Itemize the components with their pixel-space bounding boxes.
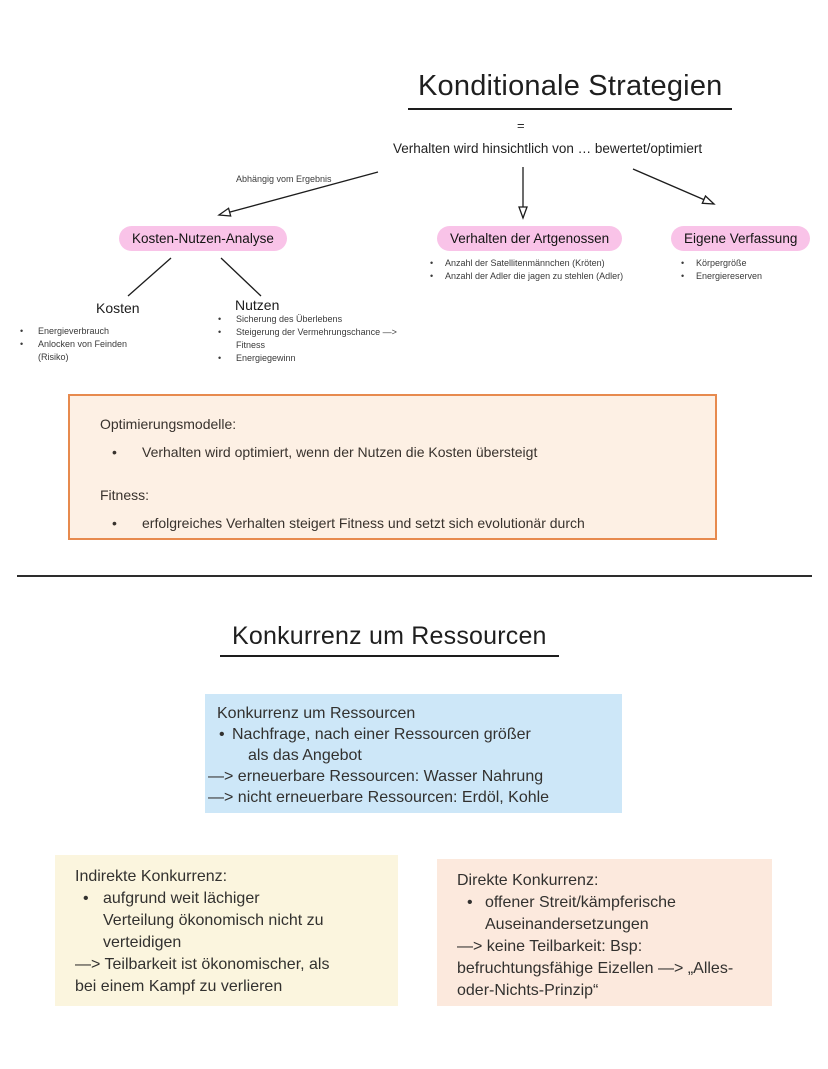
bubble-cost-benefit-analysis: Kosten-Nutzen-Analyse: [119, 226, 287, 251]
kosten-heading: Kosten: [96, 300, 140, 316]
list-item: [20, 338, 138, 364]
list-item: [218, 326, 401, 352]
list-item-text: Körpergröße: [696, 258, 747, 268]
bubble-own-condition: Eigene Verfassung: [671, 226, 810, 251]
list-item-continuation: Verteilung ökonomisch nicht zu: [103, 912, 324, 929]
list-item: [219, 724, 610, 745]
list-item-continuation: verteidigen: [103, 934, 182, 951]
strategies-definition: Verhalten wird hinsichtlich von … bewertet/optimiert: [393, 141, 703, 156]
list-item-text: offener Streit/kämpferische: [485, 894, 676, 911]
arrow-note: —> erneuerbare Ressourcen: Wasser Nahrung: [208, 768, 544, 785]
fitness-heading: Fitness:: [100, 487, 150, 503]
arrow-note: befruchtungsfähige Eizellen —> „Alles-: [457, 960, 734, 977]
list-item-text: Energiereserven: [696, 271, 763, 281]
equals-sign: =: [517, 118, 525, 133]
list-item-continuation: Auseinandersetzungen: [485, 916, 649, 933]
bullet-icon: [681, 270, 696, 283]
resource-competition-definition-box: [205, 694, 622, 813]
line-to-kosten: [128, 258, 171, 296]
page-title-strategies: Konditionale Strategien: [408, 70, 732, 110]
arrow-note: bei einem Kampf zu verlieren: [75, 978, 283, 995]
page-title-competition: Konkurrenz um Ressourcen: [220, 622, 559, 657]
arrow-label: Abhängig vom Ergebnis: [236, 174, 332, 184]
list-item: [467, 892, 768, 914]
list-item-text: Steigerung der Vermehrungschance —> Fitness: [236, 327, 397, 350]
list-item: [430, 270, 623, 283]
bullet-icon: [430, 270, 445, 283]
list-item-text: Anzahl der Satellitenmännchen (Kröten): [445, 258, 605, 268]
bullet-icon: [681, 257, 696, 270]
list-item: [430, 257, 623, 270]
list-item-text: Sicherung des Überlebens: [236, 314, 343, 324]
list-item-text: Verhalten wird optimiert, wenn der Nutzen die Kosten übersteigt: [142, 444, 538, 460]
list-item-text: Nachfrage, nach einer Ressourcen größer: [232, 726, 531, 743]
line-to-nutzen: [221, 258, 261, 296]
arrow-to-own-condition: [633, 169, 714, 204]
list-item-text: aufgrund weit lächiger: [103, 890, 260, 907]
arrow-note: —> keine Teilbarkeit: Bsp:: [457, 938, 643, 955]
arrow-note: —> Teilbarkeit ist ökonomischer, als: [75, 956, 330, 973]
arrow-note: oder-Nichts-Prinzip“: [457, 982, 599, 999]
bullet-icon: [219, 724, 232, 745]
indirect-competition-box: [55, 855, 398, 1006]
list-item: [112, 509, 695, 537]
kosten-bullet-list: [20, 325, 138, 364]
conspecifics-bullet-list: [430, 257, 623, 283]
optimization-heading: Optimierungsmodelle:: [100, 416, 237, 432]
list-item: [218, 352, 401, 365]
spacer: [100, 466, 695, 481]
bubble-conspecifics-behavior: Verhalten der Artgenossen: [437, 226, 622, 251]
bullet-icon: [20, 338, 38, 364]
list-item: [83, 888, 396, 910]
list-item: [112, 438, 695, 466]
bullet-icon: [218, 326, 236, 352]
box-heading: Konkurrenz um Ressourcen: [217, 705, 416, 722]
bullet-icon: [112, 509, 142, 537]
section-divider: [17, 575, 812, 577]
optimization-box: [68, 394, 717, 540]
box-heading: Direkte Konkurrenz:: [457, 872, 599, 889]
direct-competition-box: [437, 859, 772, 1006]
list-item-text: Anlocken von Feinden (Risiko): [38, 339, 128, 362]
bullet-icon: [430, 257, 445, 270]
bullet-icon: [112, 438, 142, 466]
list-item-text: erfolgreiches Verhalten steigert Fitness und setzt sich evolutionär durch: [142, 515, 585, 531]
bullet-icon: [218, 352, 236, 365]
bullet-icon: [218, 313, 236, 326]
list-item: [681, 270, 762, 283]
bullet-icon: [83, 888, 103, 910]
list-item: [681, 257, 762, 270]
arrow-note: —> nicht erneuerbare Ressourcen: Erdöl, Kohle: [208, 789, 550, 806]
list-item-text: Energiegewinn: [236, 353, 296, 363]
own-condition-bullet-list: [681, 257, 762, 283]
list-item: [218, 313, 401, 326]
box-heading: Indirekte Konkurrenz:: [75, 868, 228, 885]
list-item-continuation: als das Angebot: [248, 747, 362, 764]
list-item-text: Energieverbrauch: [38, 326, 110, 336]
bullet-icon: [20, 325, 38, 338]
bullet-icon: [467, 892, 485, 914]
list-item: [20, 325, 138, 338]
nutzen-heading: Nutzen: [235, 297, 280, 313]
nutzen-bullet-list: [218, 313, 401, 365]
list-item-text: Anzahl der Adler die jagen zu stehlen (Adler): [445, 271, 624, 281]
